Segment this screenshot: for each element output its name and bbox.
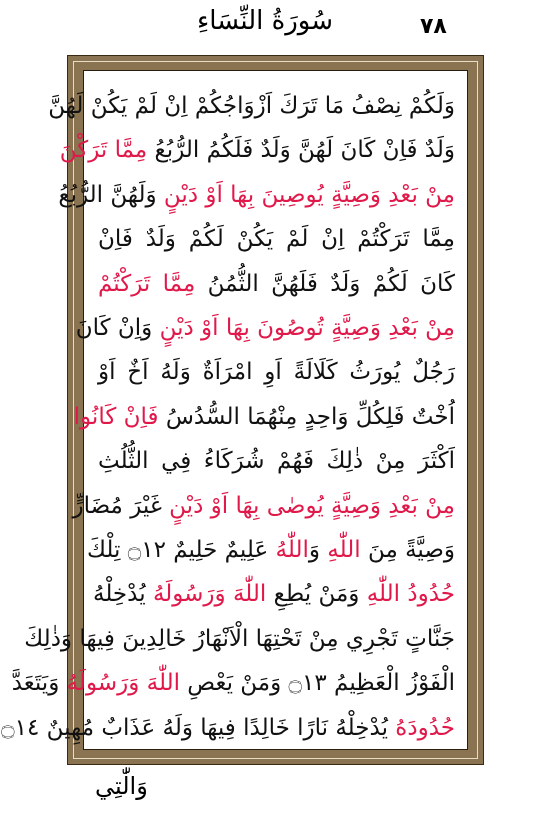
tajweed-highlight-text: اللّٰهَ وَرَسُولَهُ: [152, 581, 267, 608]
tajweed-highlight-text: مِنْ بَعْدِ وَصِيَّةٍ يُوصٰى بِهَا اَوْ دَيْنٍ: [169, 492, 455, 519]
verse-line: [84, 349, 469, 395]
surah-title: سُورَةُ النِّسَاءِ: [197, 6, 333, 36]
tajweed-highlight-text: مِنْ بَعْدِ وَصِيَّةٍ يُوصِينَ بِهَا اَوْ دَيْنٍ: [163, 181, 455, 208]
verse-line: [11, 660, 469, 706]
tajweed-highlight-text: مِنْ بَعْدِ وَصِيَّةٍ تُوصُونَ بِهَا اَوْ دَيْنٍ: [159, 315, 455, 341]
verse-text: غَيْرَ مُضَارٍّ: [72, 492, 170, 519]
tajweed-highlight-text: مِمَّا تَرَكْتُمْ: [98, 270, 208, 297]
verse-text: وَاِنْ كَانَ: [75, 315, 160, 341]
verse-line: [1, 705, 469, 751]
verse-line: [84, 438, 469, 484]
verse-text: وَمَنْ يُطِعِ: [266, 581, 367, 608]
catchword: وَالّٰتِي: [95, 772, 148, 800]
verse-line: [73, 394, 469, 440]
verse-text: الْفَوْزُ الْعَظِيمُ ۝١٣ وَمَنْ يَعْصِ: [180, 670, 455, 697]
verse-text: وَيَتَعَدَّ: [11, 670, 67, 697]
tajweed-highlight-text: حُدُودُ: [400, 581, 455, 608]
verse-text: وَلَدٌ فَاِنْ كَانَ لَهُنَّ وَلَدٌ فَلَكُمُ الرُّبُعُ: [154, 137, 455, 164]
verse-text: اُخْتٌ فَلِكُلِّ وَاحِدٍ مِنْهُمَا السُّدُسُ: [165, 403, 455, 430]
verse-line: [84, 527, 469, 573]
verse-text: كَانَ لَكُمْ وَلَدٌ فَلَهُنَّ الثُّمُنُ: [207, 270, 455, 297]
verse-line: [72, 483, 469, 529]
tajweed-highlight-text: اللّٰهُ: [275, 537, 309, 563]
tajweed-highlight-text: مِمَّا تَرَكْنَ: [59, 137, 155, 164]
verse-text: وَلَهُنَّ الرُّبُعُ: [58, 181, 164, 208]
tajweed-highlight-text: اللّٰهِ: [327, 537, 361, 563]
verse-text: وَصِيَّةً مِنَ: [360, 537, 455, 563]
verse-line: [24, 616, 469, 662]
verse-line: [59, 127, 469, 173]
tajweed-highlight-text: حُدُودَهُ: [395, 714, 455, 741]
verse-text: جَنَّاتٍ تَجْرِي مِنْ تَحْتِهَا الْاَنْهَارُ خَالِدِينَ فِيهَا وَذٰلِكَ: [24, 625, 455, 652]
verse-line: [84, 216, 469, 262]
verse-line: [58, 172, 469, 218]
verse-text: يُدْخِلْهُ نَارًا خَالِدًا فِيهَا وَلَهُ عَذَابٌ مُهِينٌ ۝١٤: [1, 714, 396, 741]
page-number: ٧٨: [420, 14, 447, 39]
verse-text: وَلَكُمْ نِصْفُ مَا تَرَكَ اَزْوَاجُكُمْ اِنْ لَمْ يَكُنْ لَهُنَّ: [48, 93, 455, 119]
verse-line: [75, 305, 469, 351]
verse-line: [84, 571, 469, 617]
tajweed-highlight-text: فَاِنْ كَانُوا: [73, 403, 166, 430]
verse-text-area: [1, 70, 468, 750]
verse-text: مِمَّا تَرَكْتُمْ اِنْ لَمْ يَكُنْ لَكُمْ وَلَدٌ فَاِنْ: [98, 226, 455, 253]
verse-line: [84, 261, 469, 307]
verse-text: اَكْثَرَ مِنْ ذٰلِكَ فَهُمْ شُرَكَاءُ فِي الثُّلُثِ: [98, 448, 455, 475]
verse-text: عَلِيمٌ حَلِيمٌ ۝١٢ تِلْكَ: [87, 537, 276, 563]
verse-line: [48, 83, 469, 129]
page-header: [0, 0, 550, 52]
verse-text: وَ: [308, 537, 328, 563]
tajweed-highlight-text: اللّٰهَ وَرَسُولَهُ: [66, 670, 180, 697]
verse-text: رَجُلٌ يُورَثُ كَلَالَةً اَوِ امْرَاَةٌ وَلَهُ اَخٌ اَوْ: [98, 359, 455, 386]
tajweed-highlight-text: اللّٰهِ: [366, 581, 401, 608]
verse-text: يُدْخِلْهُ: [92, 581, 153, 608]
